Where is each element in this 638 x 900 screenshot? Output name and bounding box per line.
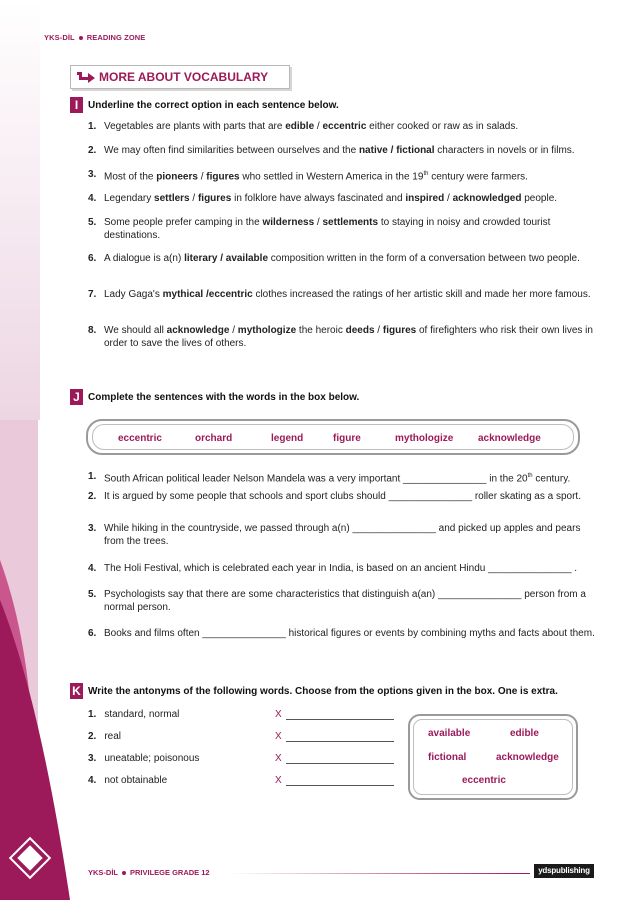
sentence-item xyxy=(88,192,598,205)
sentence-item xyxy=(88,120,598,133)
antonym-item: 3. uneatable; poisonous xyxy=(88,753,200,764)
item-number: 7. xyxy=(88,289,97,300)
section-j-letter: J xyxy=(70,389,83,405)
item-number: 4. xyxy=(88,193,97,204)
answer-blank[interactable] xyxy=(286,785,394,786)
option-word: eccentric xyxy=(462,775,506,786)
section-i-instruction: Underline the correct option in each sentence below. xyxy=(88,100,339,111)
fill-blank-item xyxy=(88,627,598,640)
header-series: YKS-DİL xyxy=(44,33,75,42)
sentence-item xyxy=(88,252,598,265)
sentence-item xyxy=(88,288,598,301)
item-number: 2. xyxy=(88,491,97,502)
word-box-word: figure xyxy=(333,433,361,444)
page-title-box xyxy=(70,65,290,89)
section-k-instruction: Write the antonyms of the following words. Choose from the options given in the box. One is extra. xyxy=(88,686,558,697)
item-text: Some people prefer camping in the wilderness / settlements to staying in noisy and crowded tourist destinations. xyxy=(104,217,551,241)
item-text: The Holi Festival, which is celebrated each year in India, is based on an ancient Hindu _______________ . xyxy=(104,563,578,574)
fill-blank-item xyxy=(88,588,598,614)
item-number: 3. xyxy=(88,169,97,180)
item-number: 2. xyxy=(88,145,97,156)
option-word: acknowledge xyxy=(496,752,559,763)
item-text: Vegetables are plants with parts that are edible / eccentric either cooked or raw as in salads. xyxy=(104,121,519,132)
item-text: Legendary settlers / figures in folklore have always fascinated and inspired / acknowledged people. xyxy=(104,193,558,204)
option-word: fictional xyxy=(428,752,467,763)
footer-grade: PRIVILEGE GRADE 12 xyxy=(130,868,210,877)
item-number: 6. xyxy=(88,628,97,639)
header-section: READING ZONE xyxy=(86,33,146,42)
word-box xyxy=(86,419,580,455)
item-text: While hiking in the countryside, we passed through a(n) _______________ and picked up apples and pears from the trees. xyxy=(104,523,581,547)
item-text: We may often find similarities between ourselves and the native / fictional characters in novels or in films. xyxy=(104,145,575,156)
item-number: 6. xyxy=(88,253,97,264)
sentence-item xyxy=(88,324,598,350)
section-i-letter: I xyxy=(70,97,83,113)
word-box-word: legend xyxy=(271,433,304,444)
x-mark: X xyxy=(275,709,282,720)
answer-blank[interactable] xyxy=(286,741,394,742)
item-text: A dialogue is a(n) literary / available composition written in the form of a conversation between two people. xyxy=(104,253,580,264)
fill-blank-item xyxy=(88,470,598,485)
sentence-item xyxy=(88,144,598,157)
footer-series: YKS-DİL xyxy=(88,868,118,877)
item-number: 4. xyxy=(88,563,97,574)
item-number: 5. xyxy=(88,589,97,600)
page-title: MORE ABOUT VOCABULARY xyxy=(99,70,269,84)
answer-blank[interactable] xyxy=(286,763,394,764)
sentence-item xyxy=(88,168,598,183)
antonym-item: 2. real xyxy=(88,731,122,742)
item-text: We should all acknowledge / mythologize the heroic deeds / figures of firefighters who risk their own lives in order to save the lives of others. xyxy=(104,325,593,349)
x-mark: X xyxy=(275,731,282,742)
page-footer xyxy=(88,868,210,877)
publisher-logo: ydspublishing xyxy=(534,864,594,878)
word-box-word: mythologize xyxy=(395,433,454,444)
item-number: 8. xyxy=(88,325,97,336)
section-k-letter: K xyxy=(70,683,83,699)
item-text: South African political leader Nelson Mandela was a very important _______________ in the 20th century. xyxy=(104,473,571,485)
x-mark: X xyxy=(275,775,282,786)
item-text: Psychologists say that there are some characteristics that distinguish a(an) _______________ person from a normal person. xyxy=(104,589,586,613)
fill-blank-item xyxy=(88,490,598,503)
item-number: 1. xyxy=(88,121,97,132)
x-mark: X xyxy=(275,753,282,764)
item-number: 3. xyxy=(88,523,97,534)
fill-blank-item xyxy=(88,562,598,575)
sentence-item xyxy=(88,216,598,242)
section-j-instruction: Complete the sentences with the words in the box below. xyxy=(88,392,360,403)
answer-blank[interactable] xyxy=(286,719,394,720)
option-word: available xyxy=(428,728,471,739)
arrow-icon xyxy=(76,70,96,84)
item-number: 5. xyxy=(88,217,97,228)
item-text: Books and films often _______________ historical figures or events by combining myths and facts about them. xyxy=(104,628,595,639)
item-text: Most of the pioneers / figures who settled in Western America in the 19th century were farmers. xyxy=(104,171,528,183)
word-box-word: orchard xyxy=(195,433,233,444)
word-box-word: eccentric xyxy=(118,433,162,444)
antonym-item: 1. standard, normal xyxy=(88,709,180,720)
word-box-word: acknowledge xyxy=(478,433,541,444)
page-header xyxy=(44,33,145,42)
fill-blank-item xyxy=(88,522,598,548)
antonym-item: 4. not obtainable xyxy=(88,775,168,786)
item-text: It is argued by some people that schools and sport clubs should _______________ roller skating as a sport. xyxy=(104,491,581,502)
item-number: 1. xyxy=(88,471,97,482)
footer-divider xyxy=(230,873,530,874)
side-decoration xyxy=(0,0,70,900)
item-text: Lady Gaga's mythical /eccentric clothes increased the ratings of her artistic skill and made her more famous. xyxy=(104,289,591,300)
options-box xyxy=(408,714,578,800)
option-word: edible xyxy=(510,728,539,739)
